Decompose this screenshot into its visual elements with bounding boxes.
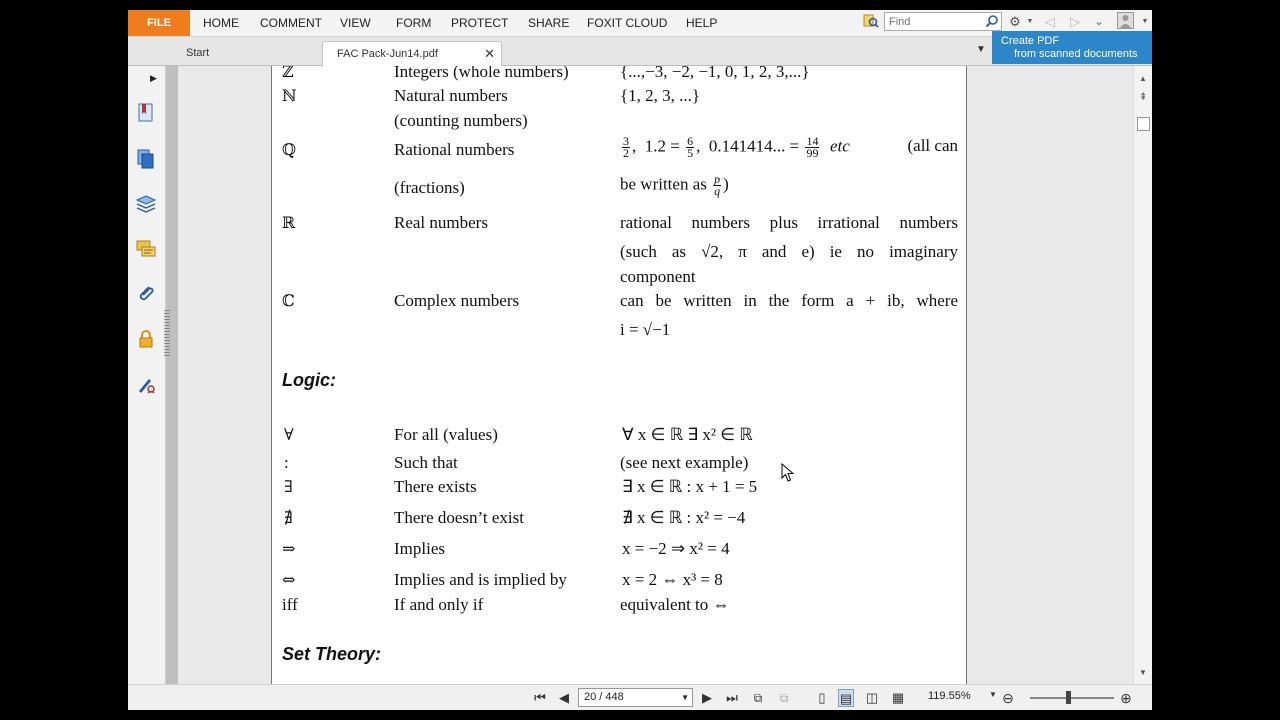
next-view-icon[interactable]: ⧉ — [779, 691, 789, 705]
pages-icon[interactable] — [134, 147, 158, 171]
menu-home[interactable]: HOME — [203, 16, 239, 30]
mouse-cursor-icon — [781, 463, 795, 483]
example-implies: x = −2 ⇒ x² = 4 — [622, 539, 730, 558]
scroll-down-icon[interactable]: ▼ — [1139, 668, 1147, 677]
name-for-all: For all (values) — [394, 425, 498, 444]
file-menu[interactable]: FILE — [128, 10, 190, 36]
comments-icon[interactable] — [134, 237, 158, 261]
tab-doc-label: FAC Pack-Jun14.pdf — [337, 48, 438, 60]
forward-icon[interactable]: ▷ — [1070, 14, 1080, 29]
zoom-in-icon[interactable]: ⊕ — [1120, 690, 1132, 706]
fraction-3-2 — [622, 136, 630, 159]
tab-start-label: Start — [186, 47, 210, 59]
scroll-up-icon[interactable]: ▲ — [1139, 74, 1147, 83]
symbol-exists: ∃ — [284, 477, 293, 496]
symbol-implies: ⇒ — [282, 539, 296, 558]
desc-natural: {1, 2, 3, ...} — [620, 86, 701, 105]
example-such-that: (see next example) — [620, 453, 749, 472]
continuous-facing-icon[interactable]: ▦ — [891, 690, 905, 705]
desc-rational-c: etc — [829, 136, 850, 156]
page-dropdown-icon[interactable]: ▼ — [681, 693, 689, 702]
name-rational: Rational numbers — [394, 140, 515, 159]
menu-share[interactable]: SHARE — [528, 16, 570, 30]
scroll-thumb[interactable] — [1137, 117, 1150, 131]
find-options-icon[interactable] — [862, 13, 880, 31]
close-icon[interactable]: ✕ — [484, 46, 495, 61]
splitter-grip[interactable] — [164, 310, 170, 356]
document-viewer[interactable] — [178, 66, 1128, 684]
zoom-out-icon[interactable]: ⊖ — [1002, 690, 1014, 706]
fraction-14-99 — [805, 136, 819, 159]
tabs-dropdown-icon[interactable]: ▼ — [976, 44, 986, 55]
menu-form[interactable]: FORM — [396, 16, 432, 30]
create-pdf-banner[interactable] — [992, 31, 1152, 64]
banner-line1: Create PDF — [1001, 35, 1060, 47]
desc-rational-2: be written as $\frac{p}{q}$ ) — [620, 172, 729, 198]
desc-real-1: rational numbers plus irrational numbers — [620, 213, 958, 232]
search-box — [884, 12, 1002, 31]
panel-splitter[interactable] — [166, 66, 178, 684]
symbol-integers: ℤ — [282, 66, 294, 81]
bookmark-icon[interactable] — [134, 101, 158, 125]
heading-logic: Logic: — [282, 370, 336, 390]
user-dropdown-icon[interactable]: ▼ — [1141, 18, 1149, 25]
symbol-iff-arrow: ⇔ — [282, 570, 296, 589]
frac-den: 99 — [806, 146, 819, 160]
previous-view-icon[interactable]: ⧉ — [753, 691, 763, 705]
tab-fac-pack[interactable] — [322, 41, 502, 66]
desc-integers: {...,−3, −2, −1, 0, 1, 2, 3,...} — [620, 66, 810, 81]
name-natural: Natural numbers — [394, 86, 508, 105]
frac-num: 6 — [687, 134, 694, 148]
signature-icon[interactable] — [134, 372, 158, 396]
pdf-page — [271, 66, 967, 684]
symbol-real: ℝ — [282, 213, 296, 232]
scroll-top-icon[interactable]: ⇞ — [1139, 92, 1148, 103]
desc-real-2: (such as √2, π and e) ie no imaginary — [620, 242, 958, 261]
chevron-down-icon[interactable]: ⌄ — [1094, 16, 1104, 28]
symbol-for-all: ∀ — [284, 425, 294, 444]
zoom-level[interactable]: 119.55% — [928, 690, 971, 702]
expand-panel-icon[interactable]: ▶ — [150, 73, 157, 83]
example-iff: equivalent to ⇔ — [620, 595, 730, 614]
foxit-reader-window — [128, 10, 1152, 710]
desc-rational-2-text: be written as — [620, 174, 707, 194]
desc-complex-2: i = √−1 — [620, 320, 671, 339]
frac-den: 5 — [687, 146, 694, 160]
layers-icon[interactable] — [134, 192, 158, 216]
menu-help[interactable]: HELP — [686, 16, 718, 30]
desc-rational-b: 0.141414... = — [708, 136, 800, 156]
single-page-icon[interactable]: ▯ — [818, 690, 826, 705]
name-not-exists: There doesn’t exist — [394, 508, 524, 527]
zoom-slider[interactable] — [1030, 697, 1114, 699]
security-icon[interactable] — [134, 327, 158, 351]
example-implies-both: x = 2 ⇔ x³ = 8 — [622, 570, 723, 589]
name-exists: There exists — [394, 477, 477, 496]
frac-den: q — [714, 184, 721, 198]
gear-dropdown-icon[interactable]: ▼ — [1026, 18, 1034, 25]
name-natural-2: (counting numbers) — [394, 111, 528, 130]
symbol-iff: iff — [282, 595, 298, 614]
example-for-all: ∀ x ∈ ℝ ∃ x² ∈ ℝ — [622, 425, 753, 444]
frac-num: 3 — [623, 134, 629, 148]
continuous-page-icon[interactable]: ▤ — [839, 691, 853, 706]
symbol-not-exists: ∄ — [284, 508, 293, 527]
name-complex: Complex numbers — [394, 291, 520, 310]
last-page-icon[interactable]: ⏭ — [726, 690, 738, 705]
menu-protect[interactable]: PROTECT — [451, 16, 509, 30]
desc-rational-d: (all can — [907, 136, 958, 155]
vertical-scrollbar[interactable] — [1133, 66, 1152, 684]
desc-complex-1: can be written in the form a + ib, where — [620, 291, 958, 310]
menu-foxit-cloud[interactable]: FOXIT CLOUD — [587, 16, 668, 30]
frac-num: 14 — [806, 134, 819, 148]
zoom-slider-thumb[interactable] — [1066, 691, 1071, 704]
name-real: Real numbers — [394, 213, 488, 232]
menu-comment[interactable]: COMMENT — [260, 16, 322, 30]
desc-rational: $\frac{3}{2}$ , 1.2 = $\frac{6}{5}$ , 0.141414... = $\frac{14}{99}$ etc (all can — [623, 134, 958, 160]
gear-icon[interactable]: ⚙ — [1009, 14, 1021, 29]
name-iff: If and only if — [394, 595, 484, 614]
attachments-icon[interactable] — [134, 282, 158, 306]
symbol-such-that: : — [284, 453, 289, 472]
frac-den: 2 — [623, 146, 629, 160]
back-icon[interactable]: ◁ — [1045, 14, 1055, 29]
name-such-that: Such that — [394, 453, 458, 472]
fraction-6-5 — [686, 136, 694, 159]
page-number-field[interactable] — [578, 688, 693, 707]
fraction-p-q — [713, 174, 721, 197]
navigation-panel — [128, 66, 166, 684]
status-bar — [128, 684, 1152, 710]
next-page-icon[interactable]: ▶ — [702, 690, 712, 705]
facing-pages-icon[interactable]: ◫ — [865, 690, 879, 705]
name-rational-2: (fractions) — [394, 178, 465, 197]
menu-view[interactable]: VIEW — [340, 16, 371, 30]
desc-rational-a: 1.2 = — [644, 136, 680, 156]
previous-page-icon[interactable]: ◀ — [559, 690, 569, 705]
search-input[interactable] — [889, 14, 979, 29]
desc-real-3: component — [620, 267, 696, 286]
tab-start[interactable] — [172, 41, 322, 66]
name-implies: Implies — [394, 539, 445, 558]
first-page-icon[interactable]: ⏮ — [534, 690, 546, 705]
name-integers: Integers (whole numbers) — [394, 66, 569, 81]
banner-line2: from scanned documents — [1014, 48, 1138, 60]
user-icon[interactable] — [1116, 12, 1134, 30]
example-not-exists: ∄ x ∈ ℝ : x² = −4 — [622, 508, 746, 527]
zoom-dropdown-icon[interactable]: ▼ — [989, 690, 997, 699]
symbol-rational: ℚ — [282, 140, 296, 159]
page-number-text: 20 / 448 — [584, 691, 624, 703]
heading-set-theory: Set Theory: — [282, 644, 382, 664]
name-implies-both: Implies and is implied by — [394, 570, 567, 589]
symbol-natural: ℕ — [282, 86, 297, 105]
example-exists: ∃ x ∈ ℝ : x + 1 = 5 — [622, 477, 758, 496]
symbol-complex: ℂ — [282, 291, 295, 310]
frac-num: p — [714, 172, 721, 186]
